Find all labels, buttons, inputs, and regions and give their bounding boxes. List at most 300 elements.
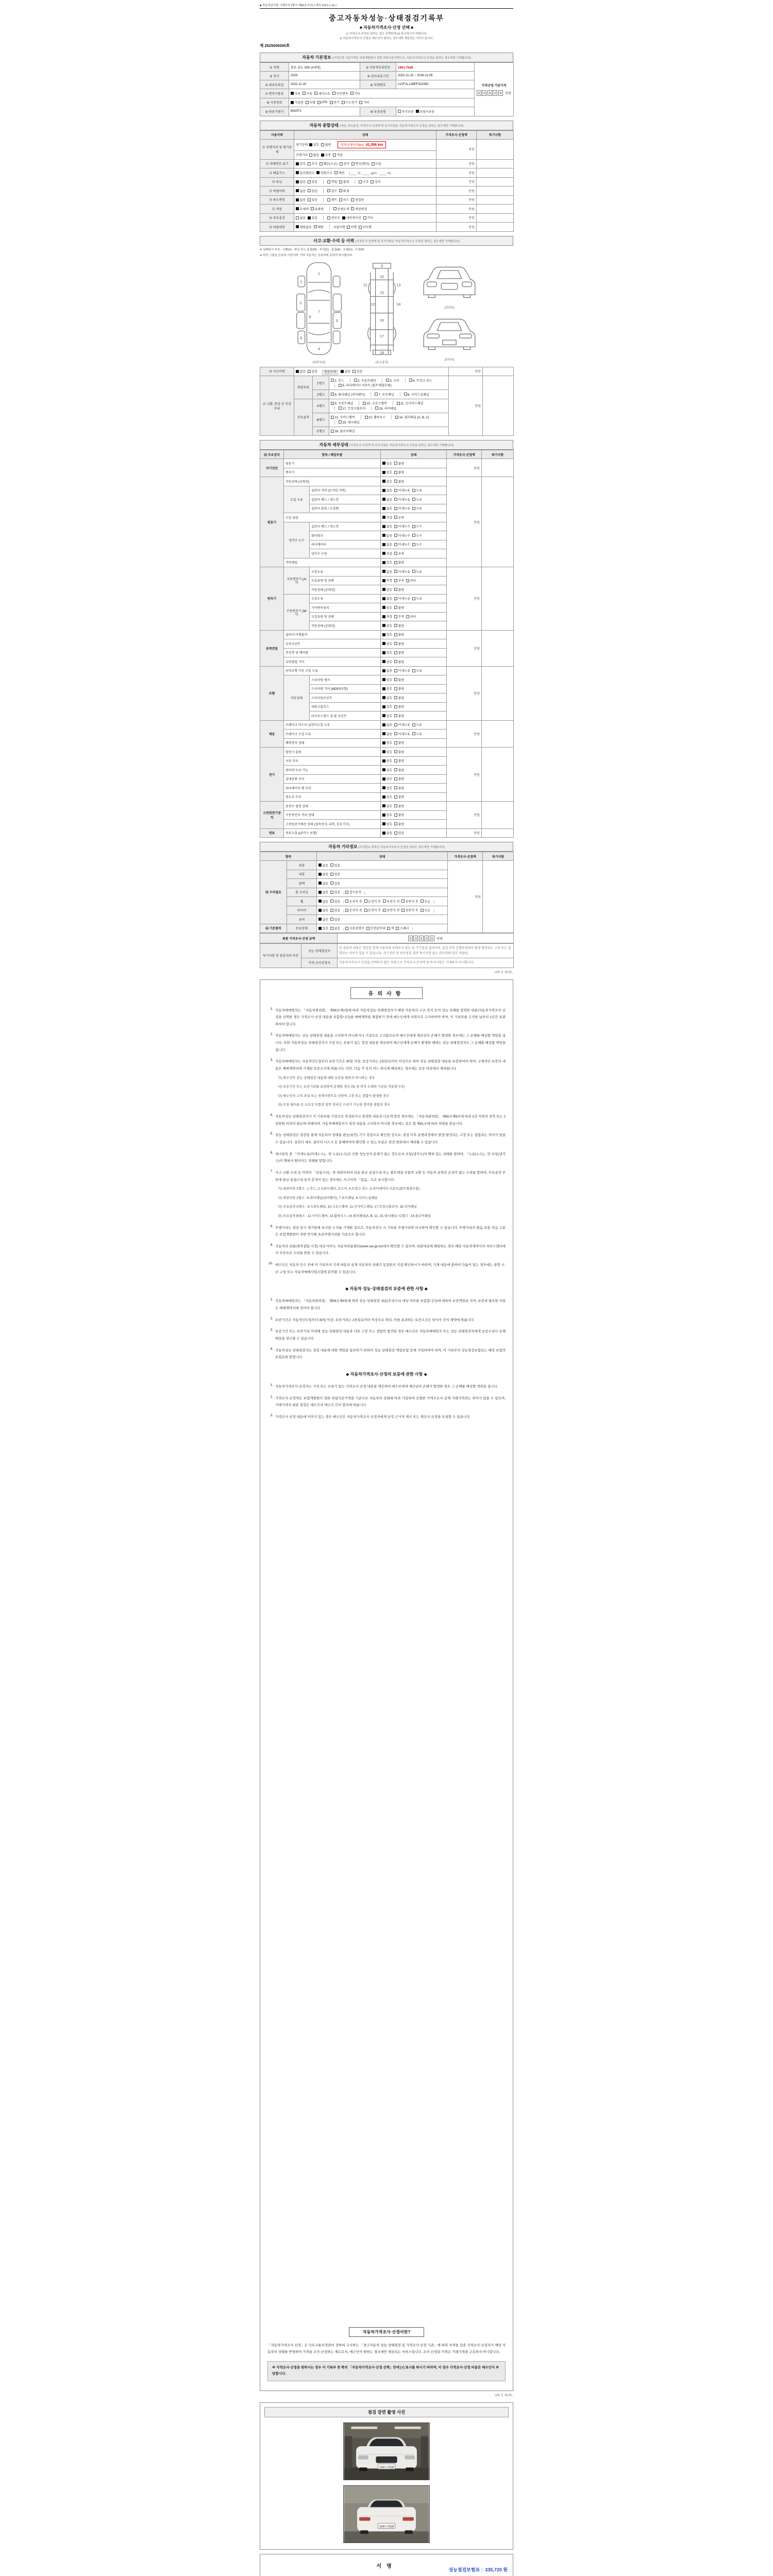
checkbox-option[interactable]	[394, 470, 404, 474]
checkbox-label: 불량	[398, 715, 405, 718]
checkbox-option[interactable]	[416, 109, 434, 114]
checkbox-option[interactable]	[375, 392, 394, 397]
checkbox-option[interactable]	[382, 497, 392, 502]
checkbox-box-icon	[371, 180, 374, 183]
checkbox-option[interactable]	[382, 714, 392, 718]
item-label: 휠	[287, 897, 317, 906]
checkbox-option[interactable]	[382, 659, 392, 664]
checkbox-option[interactable]	[330, 872, 340, 876]
checkbox-option[interactable]	[382, 776, 392, 781]
checkbox-option[interactable]	[296, 207, 309, 211]
checkbox-label: 잭	[391, 927, 394, 930]
checkbox-option[interactable]	[350, 91, 360, 96]
checkbox-label: 없음	[344, 370, 351, 374]
checkbox-option[interactable]	[359, 179, 368, 184]
checkbox-option[interactable]	[359, 225, 372, 229]
checkbox-option[interactable]	[394, 831, 404, 835]
checkbox-label: 불량	[398, 624, 405, 628]
checkbox-option[interactable]	[394, 596, 410, 601]
checkbox-option[interactable]	[318, 917, 328, 922]
checkbox-option[interactable]	[351, 197, 364, 202]
item-label: 실린더 헤드 / 개스킷	[310, 495, 381, 504]
checkbox-option[interactable]	[394, 668, 410, 673]
checkbox-option[interactable]	[386, 378, 399, 383]
checkbox-option[interactable]	[412, 542, 422, 547]
checkbox-option[interactable]	[394, 794, 404, 799]
item-label: 워터펌프	[310, 531, 381, 540]
checkbox-option[interactable]	[318, 872, 328, 876]
checkbox-option[interactable]	[345, 908, 362, 912]
checkbox-option[interactable]	[318, 863, 328, 868]
checkbox-group	[382, 776, 406, 781]
car-name-value: 볼보 올뉴 S90 (4세대)	[289, 63, 360, 72]
checkbox-option[interactable]	[308, 369, 317, 374]
checkbox-option[interactable]	[296, 161, 306, 166]
checkbox-box-icon	[331, 393, 334, 396]
checkbox-option[interactable]	[327, 197, 337, 202]
checkbox-label: 많음	[313, 154, 320, 157]
checkbox-option[interactable]	[339, 179, 349, 184]
checkbox-option[interactable]	[394, 533, 410, 538]
checkbox-option[interactable]	[382, 704, 392, 709]
checkbox-option[interactable]	[314, 225, 324, 229]
checkbox-option[interactable]	[303, 91, 312, 96]
checkbox-option[interactable]	[394, 578, 404, 583]
checkbox-option[interactable]	[366, 926, 385, 930]
checkbox-option[interactable]	[363, 401, 387, 405]
state-cell	[294, 139, 436, 150]
checkbox-option[interactable]	[394, 776, 404, 781]
checkbox-group	[382, 740, 406, 745]
checkbox-option[interactable]	[296, 369, 306, 374]
checkbox-option[interactable]	[316, 171, 332, 175]
checkbox-option[interactable]	[401, 908, 418, 912]
checkbox-option[interactable]	[382, 470, 392, 474]
checkbox-label: 디젤	[309, 101, 315, 105]
checkbox-option[interactable]	[382, 786, 392, 790]
checkbox-label: 없음	[334, 927, 341, 930]
checkbox-option[interactable]	[382, 578, 392, 583]
checkbox-option[interactable]	[339, 406, 365, 411]
checkbox-option[interactable]	[308, 215, 317, 220]
checkbox-option[interactable]	[382, 542, 392, 547]
checkbox-option[interactable]	[394, 551, 404, 556]
checkbox-option[interactable]	[296, 197, 306, 202]
rank-items	[329, 427, 449, 436]
checkbox-option[interactable]	[394, 524, 410, 529]
svg-text:1: 1	[317, 270, 321, 276]
checkbox-option[interactable]	[382, 831, 392, 835]
notice-subitem: 나) 보증기간 또는 보증거리를 초과하여 운행한 경우 (둘 중 먼저 도래한 기준을 적용합니다)	[278, 1085, 405, 1089]
checkbox-option[interactable]	[318, 890, 328, 894]
checkbox-option[interactable]	[404, 392, 429, 397]
checkbox-option[interactable]	[308, 179, 317, 184]
checkbox-box-icon	[394, 678, 397, 681]
notice-number: 4.	[270, 1347, 273, 1351]
checkbox-option[interactable]	[330, 917, 340, 922]
checkbox-box-icon	[339, 406, 342, 410]
photo-section-title: 점검 장면 촬영 사진	[264, 2407, 509, 2417]
checkbox-option[interactable]	[371, 179, 380, 184]
checkbox-option[interactable]	[412, 596, 422, 601]
checkbox-label: 있음	[311, 181, 318, 184]
checkbox-option[interactable]	[291, 91, 300, 96]
checkbox-option[interactable]	[317, 101, 328, 104]
checkbox-option[interactable]	[412, 732, 422, 736]
checkbox-option[interactable]	[396, 926, 409, 930]
checkbox-group	[382, 750, 406, 754]
checkbox-option[interactable]	[364, 908, 381, 912]
form-reference: ■ 자동차관리법 시행규칙 [별지 제82호서식] <개정 2021.1.19.>	[260, 3, 513, 9]
checkbox-box-icon	[327, 216, 330, 219]
checkbox-option[interactable]	[382, 750, 392, 754]
checkbox-option[interactable]	[394, 812, 404, 817]
notice-text: 자동차매매업자는 「자동차관리법」 제58조제1항에 따라 자동차성능·상태점검자가 해당 자동차의 구조·장치 등의 성능·상태를 점검한 내용(자동차가격조사·산정을 선택한 경우 가격조사·산정 내용을 포함합니다)을 매매계약을 체결하기 전에 매수인에게 서면으로 고지하여야 하며, 이 기록부를 고지한 날부터 1년간 보관하여야 합니다.	[275, 1008, 506, 1026]
checkbox-option[interactable]	[345, 926, 364, 930]
checkbox-option[interactable]	[394, 650, 404, 655]
checkbox-option[interactable]	[421, 908, 430, 912]
checkbox-box-icon	[330, 882, 333, 885]
device-label: 연료	[260, 828, 284, 838]
checkbox-option[interactable]	[333, 152, 343, 157]
checkbox-option[interactable]	[412, 533, 422, 538]
checkbox-option[interactable]	[394, 822, 404, 826]
checkbox-option[interactable]	[382, 668, 392, 673]
checkbox-option[interactable]	[321, 152, 331, 157]
checkbox-box-icon	[382, 480, 385, 483]
checkbox-box-icon	[394, 723, 397, 726]
checkbox-option[interactable]	[412, 488, 422, 493]
checkbox-option[interactable]	[382, 650, 392, 655]
remark-cell	[482, 748, 514, 802]
checkbox-option[interactable]	[394, 750, 404, 754]
checkbox-option[interactable]	[394, 696, 404, 700]
checkbox-option[interactable]	[359, 100, 369, 105]
checkbox-option[interactable]	[318, 926, 328, 930]
state-cell	[381, 711, 447, 721]
checkbox-option[interactable]	[394, 704, 404, 709]
checkbox-label: 자동	[294, 92, 301, 96]
checkbox-option[interactable]	[314, 91, 330, 96]
checkbox-option[interactable]	[383, 899, 399, 904]
checkbox-option[interactable]	[318, 908, 328, 912]
checkbox-option[interactable]	[309, 152, 319, 157]
checkbox-option[interactable]	[382, 812, 392, 817]
checkbox-option[interactable]	[327, 179, 337, 184]
checkbox-option[interactable]	[341, 369, 350, 374]
state-cell	[381, 459, 447, 468]
checkbox-label: 미세누수	[398, 544, 410, 547]
checkbox-group	[382, 578, 418, 583]
checkbox-option[interactable]	[412, 722, 422, 727]
checkbox-label: 적음	[337, 154, 343, 157]
checkbox-option[interactable]	[334, 171, 344, 175]
checkbox-option[interactable]	[311, 207, 324, 211]
checkbox-option[interactable]	[382, 677, 392, 682]
checkbox-option[interactable]	[394, 722, 410, 727]
checkbox-option[interactable]	[296, 225, 312, 229]
checkbox-option[interactable]	[412, 668, 422, 673]
checkbox-option[interactable]	[331, 392, 365, 397]
checkbox-option[interactable]	[412, 506, 422, 511]
checkbox-option[interactable]	[394, 623, 404, 628]
checkbox-option[interactable]	[382, 686, 392, 691]
item-label: 실린더 헤드 / 개스킷	[310, 522, 381, 531]
checkbox-option[interactable]	[382, 596, 392, 601]
checkbox-option[interactable]	[382, 722, 392, 727]
checkbox-option[interactable]	[342, 215, 361, 220]
checkbox-group	[296, 152, 345, 157]
checkbox-option[interactable]	[394, 732, 410, 736]
col-header: 사용이력	[260, 130, 294, 139]
checkbox-option[interactable]	[409, 378, 432, 383]
checkbox-label: 기타	[363, 101, 369, 105]
checkbox-option[interactable]	[382, 461, 392, 466]
checkbox-option[interactable]	[394, 614, 404, 619]
checkbox-option[interactable]	[382, 822, 392, 826]
checkbox-option[interactable]	[364, 899, 381, 904]
item-label: 냉각수 수량	[310, 549, 381, 558]
notice-subitem: 다) 매수인의 고의·과실 또는 천재지변으로 인하여 고장 또는 결함이 발생한 경우	[278, 1094, 390, 1098]
checkbox-box-icon	[382, 516, 385, 519]
item-label: 타이어	[287, 906, 317, 915]
checkbox-option[interactable]	[382, 740, 392, 745]
checkbox-option[interactable]	[296, 215, 306, 220]
amount-unit: 만원	[436, 937, 443, 941]
checkbox-box-icon	[394, 705, 397, 708]
checkbox-option[interactable]	[347, 225, 357, 229]
checkbox-option[interactable]	[372, 161, 381, 166]
checkbox-option[interactable]	[321, 142, 331, 147]
checkbox-option[interactable]	[382, 641, 392, 646]
checkbox-option[interactable]	[394, 686, 404, 691]
checkbox-option[interactable]	[394, 506, 410, 511]
checkbox-option[interactable]	[394, 560, 404, 565]
checkbox-option[interactable]	[412, 497, 422, 502]
checkbox-option[interactable]	[394, 768, 404, 772]
checkbox-option[interactable]	[375, 406, 396, 411]
checkbox-option[interactable]	[382, 605, 392, 610]
checkbox-option[interactable]	[382, 488, 392, 493]
checkbox-option[interactable]	[406, 578, 416, 583]
checkbox-option[interactable]	[394, 569, 410, 574]
checkbox-option[interactable]	[382, 551, 392, 556]
checkbox-option[interactable]	[339, 197, 349, 202]
section-header-etc	[260, 842, 513, 852]
checkbox-option[interactable]	[394, 515, 404, 520]
state-cell	[381, 486, 447, 495]
checkbox-option[interactable]	[330, 890, 340, 894]
checkbox-option[interactable]	[333, 207, 349, 211]
checkbox-option[interactable]	[382, 614, 392, 619]
checkbox-option[interactable]	[320, 161, 338, 166]
checkbox-option[interactable]	[397, 401, 424, 405]
checkbox-option[interactable]	[327, 189, 337, 193]
checkbox-option[interactable]	[382, 506, 392, 511]
checkbox-option[interactable]	[394, 488, 410, 493]
checkbox-option[interactable]	[352, 369, 362, 374]
checkbox-option[interactable]	[330, 881, 340, 886]
checkbox-option[interactable]	[382, 479, 392, 484]
state-cell	[294, 187, 436, 196]
checkbox-box-icon	[308, 370, 311, 373]
checkbox-box-icon	[333, 154, 336, 157]
checkbox-option[interactable]	[394, 542, 410, 547]
checkbox-group	[296, 179, 320, 184]
checkbox-option[interactable]	[394, 605, 404, 610]
col-header: 가격조사·산정액	[448, 852, 483, 861]
checkbox-option[interactable]	[394, 587, 404, 592]
checkbox-option[interactable]	[382, 560, 392, 565]
checkbox-box-icon	[386, 379, 389, 382]
checkbox-option[interactable]	[394, 641, 404, 646]
checkbox-option[interactable]	[331, 401, 353, 405]
checkbox-option[interactable]	[401, 899, 418, 904]
checkbox-option[interactable]	[382, 768, 392, 772]
notice-item	[267, 1132, 506, 1146]
checkbox-label: 불량	[398, 760, 405, 763]
checkbox-option[interactable]	[394, 497, 410, 502]
diagram-caption: [외판부위]	[312, 361, 326, 364]
checkbox-option[interactable]	[382, 569, 392, 574]
checkbox-option[interactable]	[296, 171, 314, 175]
checkbox-option[interactable]	[354, 378, 376, 383]
checkbox-option[interactable]	[395, 415, 429, 419]
checkbox-option[interactable]	[339, 420, 360, 425]
checkbox-option[interactable]	[330, 100, 340, 105]
checkbox-option[interactable]	[382, 524, 392, 529]
checkbox-option[interactable]	[382, 623, 392, 628]
checkbox-option[interactable]	[394, 804, 404, 808]
checkbox-option[interactable]	[383, 908, 399, 912]
checkbox-label: 양호	[386, 642, 393, 646]
checkbox-option[interactable]	[382, 533, 392, 538]
svg-text:18: 18	[379, 350, 384, 355]
checkbox-option[interactable]	[339, 383, 392, 387]
notice-item	[267, 1225, 506, 1239]
checkbox-label: 누유	[416, 489, 422, 493]
checkbox-option[interactable]	[345, 899, 362, 904]
checkbox-box-icon	[364, 900, 367, 903]
checkbox-option[interactable]	[412, 524, 422, 529]
checkbox-option[interactable]	[291, 100, 304, 105]
checkbox-option[interactable]	[394, 461, 404, 466]
state-cell	[381, 702, 447, 711]
checkbox-option[interactable]	[331, 415, 355, 419]
checkbox-option[interactable]	[412, 569, 422, 574]
notice-item	[267, 1262, 506, 1276]
checkbox-option[interactable]	[394, 714, 404, 718]
checkbox-option[interactable]	[331, 378, 344, 383]
checkbox-option[interactable]	[382, 632, 392, 637]
checkbox-option[interactable]	[330, 899, 340, 904]
table-row	[260, 195, 514, 205]
checkbox-option[interactable]	[308, 161, 317, 166]
checkbox-option[interactable]	[296, 179, 306, 184]
checkbox-option[interactable]	[421, 899, 430, 904]
checkbox-option[interactable]	[394, 677, 404, 682]
checkbox-option[interactable]	[351, 161, 369, 166]
checkbox-option[interactable]	[330, 908, 340, 912]
checkbox-label: 기타	[367, 217, 373, 220]
checkbox-label: 적정	[386, 616, 393, 619]
svg-text:6: 6	[300, 335, 303, 341]
checkbox-box-icon	[318, 927, 322, 930]
price-cell: 만원	[447, 748, 482, 802]
state-cell	[317, 870, 448, 879]
checkbox-option[interactable]	[394, 632, 404, 637]
checkbox-box-icon	[296, 162, 299, 165]
notice-text: 자동차의 리콜(제작결함 시정) 대상 여부는 자동차리콜센터(www.car.go.kr)에서 확인할 수 있으며, 리콜대상에 해당하는 경우 해당 자동차제작사의 서비스센터에서 무상으로 수리를 받을 수 있습니다.	[275, 1244, 506, 1256]
checkbox-box-icon	[318, 900, 322, 903]
row-label: ⑲ 리콜대상	[260, 223, 294, 232]
checkbox-option[interactable]	[306, 100, 315, 105]
checkbox-option[interactable]	[394, 659, 404, 664]
checkbox-label: 색상변경	[355, 208, 367, 211]
checkbox-option[interactable]	[382, 696, 392, 700]
checkbox-option[interactable]	[382, 515, 392, 520]
checkbox-option[interactable]	[394, 786, 404, 790]
checkbox-option[interactable]	[382, 758, 392, 763]
section-header-basic	[260, 53, 513, 62]
col-header: 가격조사·산정액	[436, 130, 477, 139]
checkbox-label: 장치	[374, 181, 381, 184]
checkbox-option[interactable]	[318, 899, 328, 904]
checkbox-option[interactable]	[309, 142, 319, 147]
checkbox-box-icon	[382, 624, 385, 627]
checkbox-label: 보통	[325, 154, 331, 157]
checkbox-option[interactable]	[382, 794, 392, 799]
checkbox-option[interactable]	[398, 109, 414, 114]
state-cell	[381, 603, 447, 613]
checkbox-box-icon	[314, 225, 317, 228]
checkbox-option[interactable]	[394, 740, 404, 745]
checkbox-box-icon	[291, 101, 294, 104]
checkbox-option[interactable]	[330, 863, 340, 868]
checkbox-option[interactable]	[308, 189, 317, 193]
section-title: 자동차 세부상태	[319, 443, 348, 447]
checkbox-option[interactable]	[382, 804, 392, 808]
checkbox-option[interactable]	[382, 587, 392, 592]
state-cell	[381, 774, 447, 784]
remark-cell	[477, 205, 514, 214]
checkbox-option[interactable]	[365, 415, 386, 419]
checkbox-option[interactable]	[339, 189, 349, 193]
checkbox-option[interactable]	[327, 215, 340, 220]
checkbox-label: 보험사보증	[419, 110, 435, 114]
checkbox-option[interactable]	[342, 100, 358, 105]
checkbox-option[interactable]	[394, 479, 404, 484]
checkbox-option[interactable]	[387, 926, 394, 930]
checkbox-option[interactable]	[382, 732, 392, 736]
checkbox-option[interactable]	[351, 207, 367, 211]
checkbox-option[interactable]	[296, 189, 306, 193]
checkbox-option[interactable]	[330, 926, 340, 930]
checkbox-option[interactable]	[340, 161, 349, 166]
checkbox-option[interactable]	[318, 881, 328, 886]
checkbox-option[interactable]	[331, 429, 355, 433]
checkbox-option[interactable]	[308, 197, 317, 202]
state-cell	[317, 924, 448, 933]
checkbox-label: 운전석 전	[349, 909, 362, 912]
notice-text: 주행거리는 점검 당시 계기판에 표시된 수치를 기재한 것으로, 자동차검사 시 기록된 주행거리와 비교하여 확인할 수 있습니다. 주행거리의 많음·보통·적음 구분은 보험개발원이 정한 연식별 표준주행거리를 기준으로 합니다.	[275, 1226, 506, 1237]
checkbox-option[interactable]	[332, 91, 348, 96]
checkbox-option[interactable]	[363, 215, 373, 220]
checkbox-option[interactable]	[394, 758, 404, 763]
checkbox-option[interactable]	[345, 890, 361, 894]
checkbox-option[interactable]	[406, 614, 416, 619]
checkbox-label: 없음	[322, 864, 329, 868]
